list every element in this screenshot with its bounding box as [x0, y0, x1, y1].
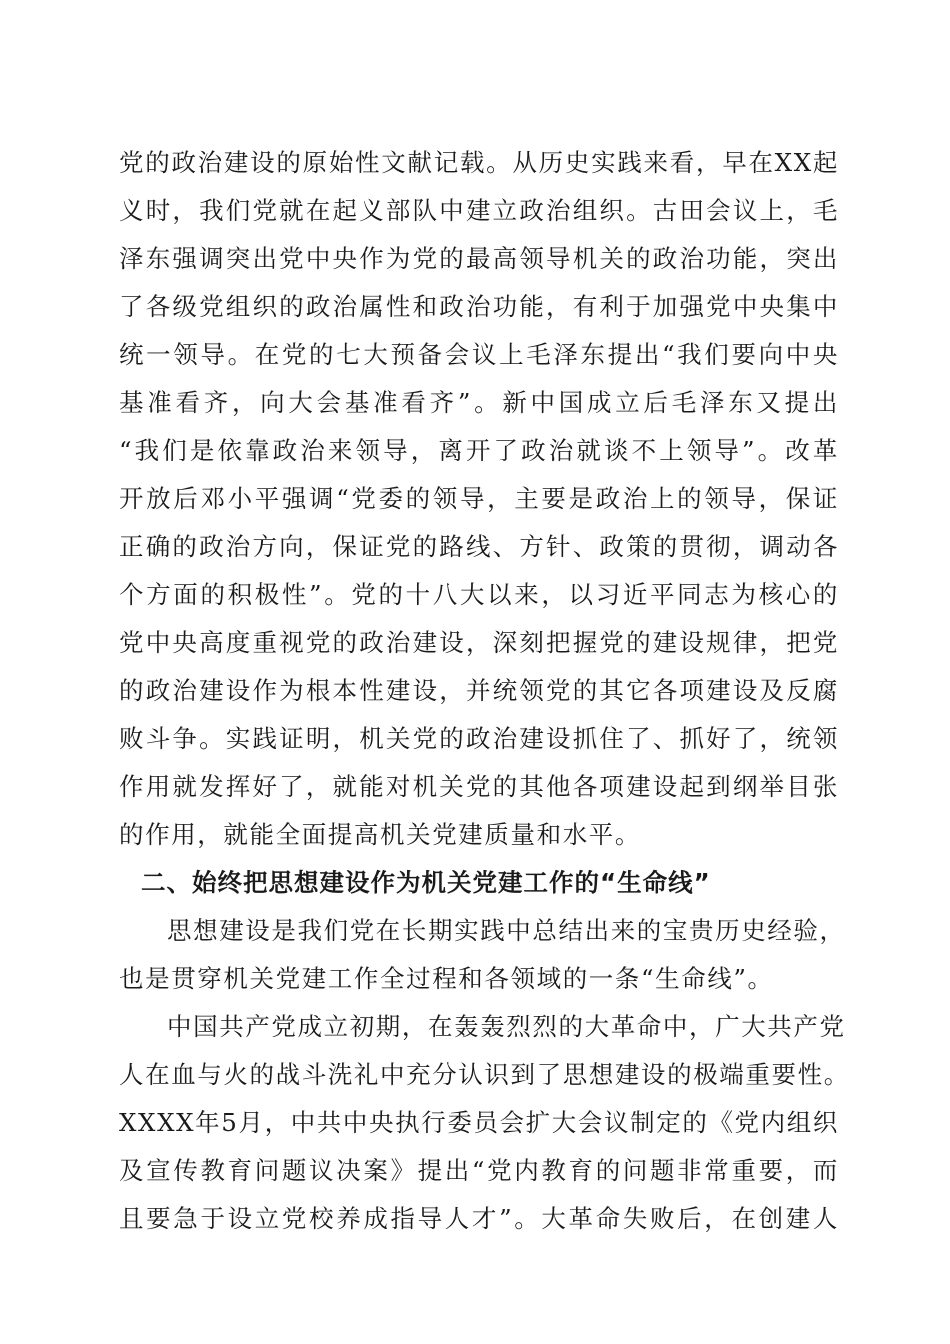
paragraph-line: “我们是依靠政治来领导，离开了政治就谈不上领导”。改革 [119, 436, 839, 465]
document-body [119, 139, 850, 1243]
paragraph-line: 义时，我们党就在起义部队中建立政治组织。古田会议上，毛 [119, 196, 839, 225]
paragraph-line: 的政治建设作为根本性建设，并统领党的其它各项建设及反腐 [119, 676, 839, 705]
paragraph-line: 败斗争。实践证明，机关党的政治建设抓住了、抓好了，统领 [119, 724, 839, 753]
paragraph-line: 正确的政治方向，保证党的路线、方针、政策的贯彻，调动各 [119, 532, 839, 561]
paragraph-line: 及宣传教育问题议决案》提出“党内教育的问题非常重要，而 [119, 1156, 839, 1185]
paragraph-line: 泽东强调突出党中央作为党的最高领导机关的政治功能，突出 [119, 244, 839, 273]
paragraph-line: 统一领导。在党的七大预备会议上毛泽东提出“我们要向中央 [119, 340, 839, 369]
paragraph-line: 个方面的积极性”。党的十八大以来，以习近平同志为核心的 [119, 580, 839, 609]
paragraph-line: 也是贯穿机关党建工作全过程和各领域的一条“生命线”。 [119, 964, 774, 993]
paragraph-line: 且要急于设立党校养成指导人才”。大革命失败后，在创建人 [119, 1204, 839, 1233]
paragraph-line: 基准看齐，向大会基准看齐”。新中国成立后毛泽东又提出 [119, 388, 839, 417]
paragraph-line: 党中央高度重视党的政治建设，深刻把握党的建设规律，把党 [119, 628, 839, 657]
paragraph-line: 作用就发挥好了，就能对机关党的其他各项建设起到纲举目张 [119, 772, 839, 801]
paragraph-line: 中国共产党成立初期，在轰轰烈烈的大革命中，广大共产党 [167, 1012, 846, 1041]
paragraph-line: 开放后邓小平强调“党委的领导，主要是政治上的领导，保证 [119, 484, 839, 513]
paragraph-line: 党的政治建设的原始性文献记载。从历史实践来看，早在XX起 [119, 148, 839, 177]
paragraph-line: 思想建设是我们党在长期实践中总结出来的宝贵历史经验， [167, 916, 846, 945]
paragraph-line: XXXX年5月，中共中央执行委员会扩大会议制定的《党内组织 [119, 1108, 839, 1137]
section-heading: 二、始终把思想建设作为机关党建工作的“生命线” [141, 868, 711, 897]
paragraph-line: 的作用，就能全面提高机关党建质量和水平。 [119, 820, 641, 849]
paragraph-line: 了各级党组织的政治属性和政治功能，有利于加强党中央集中 [119, 292, 839, 321]
paragraph-line: 人在血与火的战斗洗礼中充分认识到了思想建设的极端重要性。 [119, 1060, 850, 1089]
